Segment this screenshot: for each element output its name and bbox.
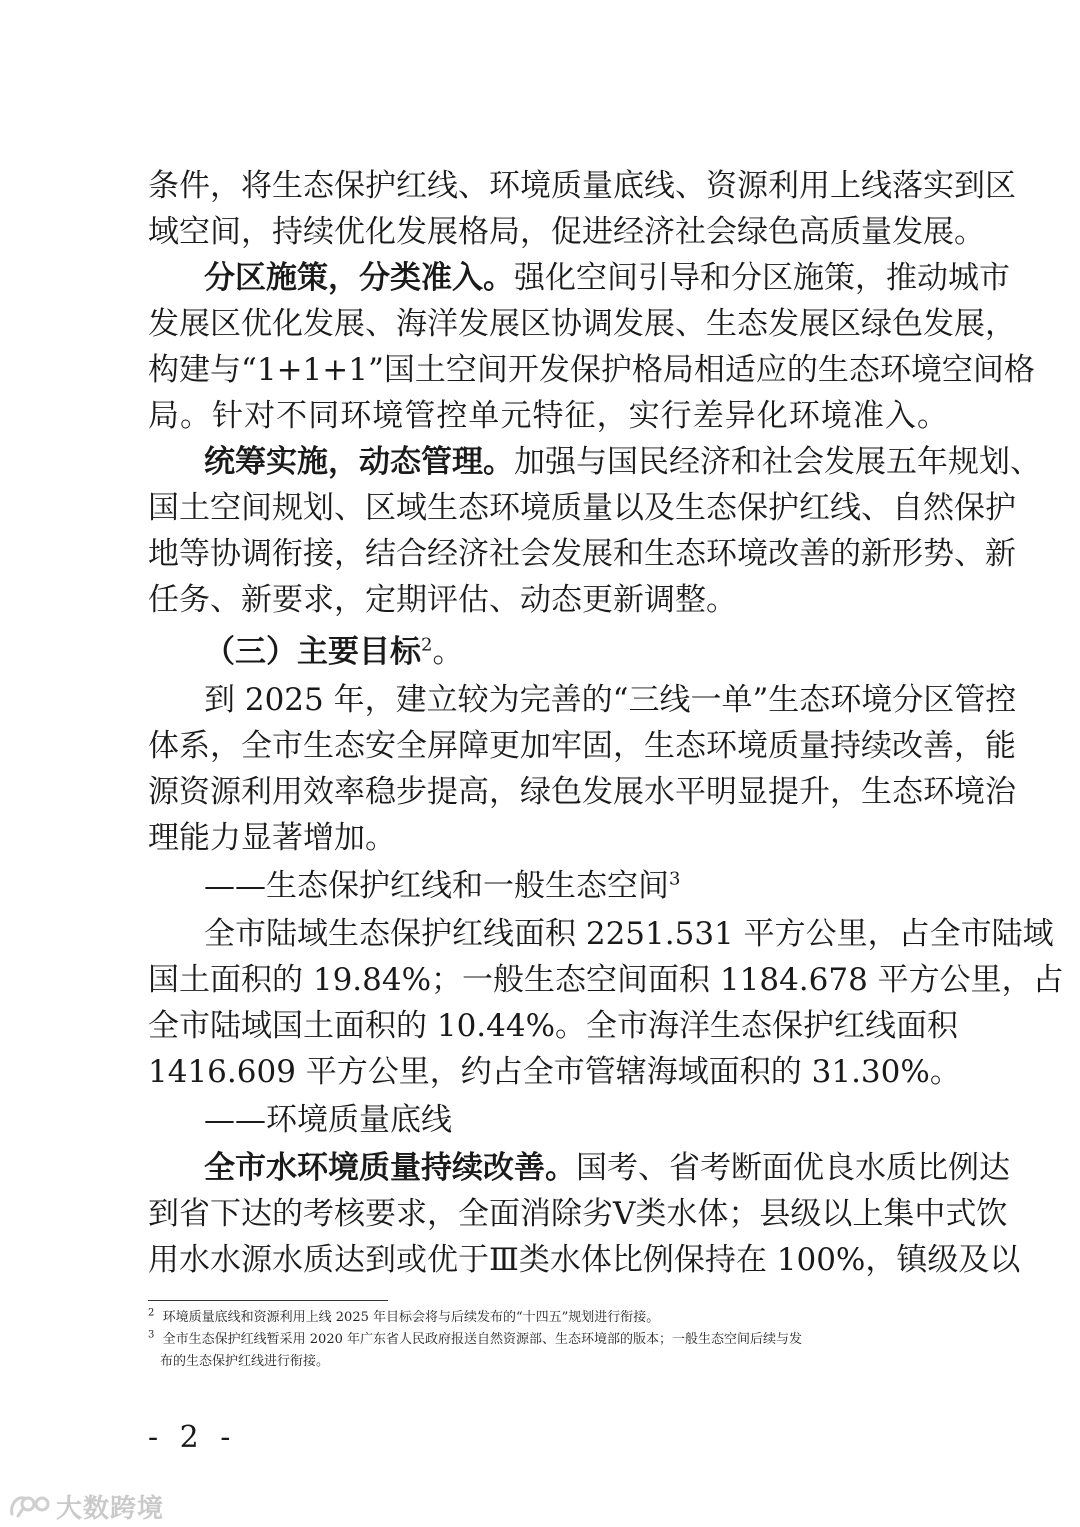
paragraph-line: 到 2025 年，建立较为完善的“三线一单”生态环境分区管控 [204,682,1017,718]
paragraph-line: 体系，全市生态安全屏障更加牢固，生态环境质量持续改善，能 [148,728,1016,764]
paragraph-line: 域空间，持续优化发展格局，促进经济社会绿色高质量发展。 [148,214,985,250]
paragraph-line: 国土空间规划、区域生态环境质量以及生态保护红线、自然保护 [148,490,1016,526]
watermark-text: 大数跨境 [56,1493,165,1524]
section-heading: （三）主要目标$^2$。 [204,634,464,670]
paragraph-line: 全市陆域生态保护红线面积 2251.531 平方公里，占全市陆域 [204,916,1054,952]
paragraph-line: 全市陆域国土面积的 10.44%。全市海洋生态保护红线面积 [148,1008,959,1044]
footnote-continuation: 布的生态保护红线进行衔接。 [160,1354,330,1369]
subsection-heading: ——环境质量底线 [204,1102,452,1138]
paragraph-heading: 分区施策，分类准入。 [204,260,514,296]
paragraph-line: 统筹实施，动态管理。加强与国民经济和社会发展五年规划、 [204,444,1041,480]
footnote-divider [148,1300,388,1301]
paragraph-line: 条件，将生态保护红线、环境质量底线、资源利用上线落实到区 [148,168,1016,204]
paragraph-line: 理能力显著增加。 [148,820,396,856]
paragraph-line: 国土面积的 19.84%；一般生态空间面积 1184.678 平方公里，占 [148,962,1064,998]
paragraph-line: 用水水源水质达到或优于Ⅲ类水体比例保持在 100%，镇级及以 [148,1242,1021,1278]
paragraph-line: 发展区优化发展、海洋发展区协调发展、生态发展区绿色发展， [148,306,1016,342]
paragraph-line: 地等协调衔接，结合经济社会发展和生态环境改善的新形势、新 [148,536,1016,572]
page-number: - 2 - [148,1420,237,1455]
footnote: $^2$ 环境质量底线和资源利用上线 2025 年目标会将与后续发布的“十四五”规划进行衔接。 [148,1307,660,1325]
paragraph-heading: 统筹实施，动态管理。 [204,444,514,480]
paragraph-line: 任务、新要求，定期评估、动态更新调整。 [148,582,737,618]
subsection-heading: ——生态保护红线和一般生态空间$^3$ [204,868,681,904]
paragraph-line: 源资源利用效率稳步提高，绿色发展水平明显提升，生态环境治 [148,774,1016,810]
paragraph-line: 1416.609 平方公里，约占全市管辖海域面积的 31.30%。 [148,1054,961,1090]
paragraph-line: 到省下达的考核要求，全面消除劣Ⅴ类水体；县级以上集中式饮 [148,1196,1008,1232]
footnote-ref[interactable]: 2 [421,634,433,656]
watermark [8,1488,164,1524]
paragraph-line: 构建与“1+1+1”国土空间开发保护格局相适应的生态环境空间格 [148,352,1035,388]
watermark-logo-icon [8,1492,52,1520]
footnote: $^3$ 全市生态保护红线暂采用 2020 年广东省人民政府报送自然资源部、生态环境部的版本；一般生态空间后续与发 [148,1329,802,1347]
paragraph-line: 局。针对不同环境管控单元特征，实行差异化环境准入。 [148,398,948,434]
footnote-ref[interactable]: 3 [669,868,681,890]
paragraph-line: 全市水环境质量持续改善。国考、省考断面优良水质比例达 [204,1150,1010,1186]
paragraph-heading: 全市水环境质量持续改善。 [204,1150,576,1186]
paragraph-line: 分区施策，分类准入。强化空间引导和分区施策，推动城市 [204,260,1010,296]
